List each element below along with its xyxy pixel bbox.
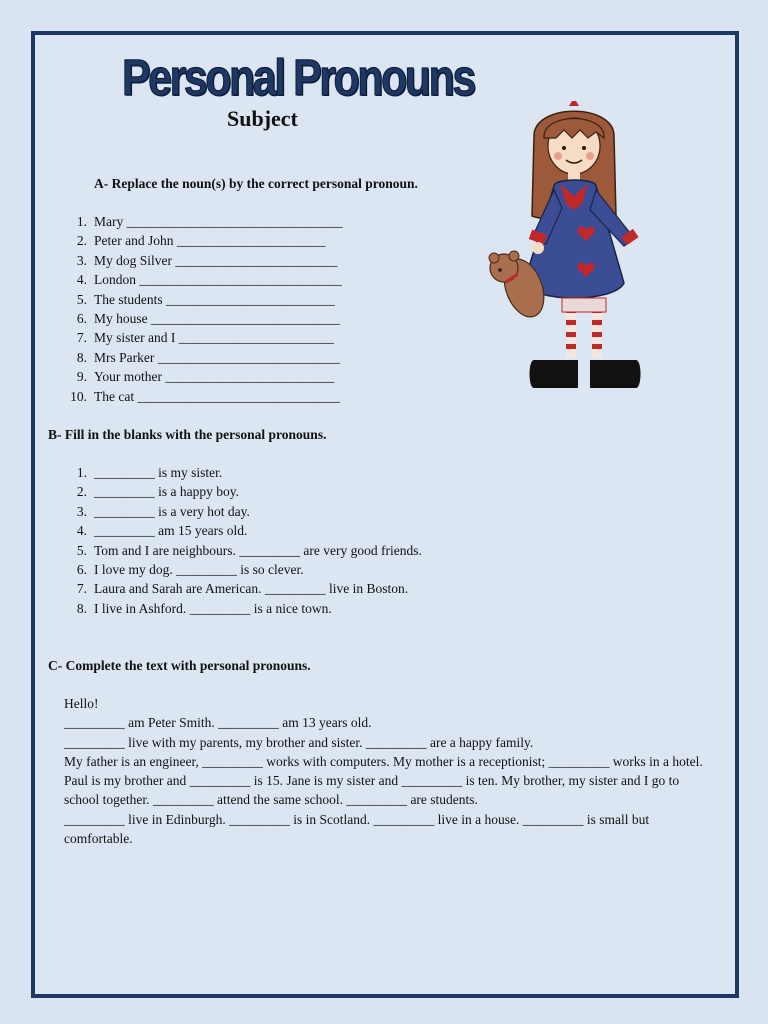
list-item xyxy=(64,251,343,270)
text-line: _________ live in Edinburgh. _________ is in Scotland. _________ live in a house. _________ is small but comfortable. xyxy=(64,811,650,847)
list-item xyxy=(64,270,343,289)
item-number: 9. xyxy=(76,369,87,385)
item-number: 4. xyxy=(76,523,87,539)
item-number: 5. xyxy=(76,291,87,307)
list-item xyxy=(64,599,422,618)
item-text: _________ is my sister. xyxy=(94,465,223,480)
list-item xyxy=(64,560,422,579)
list-item xyxy=(64,309,343,328)
list-item xyxy=(64,367,343,386)
item-text: I love my dog. _________ is so clever. xyxy=(94,561,304,577)
girl-with-teddy-bear-icon xyxy=(484,98,659,393)
section-a-list xyxy=(64,212,343,406)
page-title: Personal Pronouns xyxy=(122,50,474,107)
item-text: My house ____________________________ xyxy=(94,310,340,326)
list-item xyxy=(64,290,343,309)
text-line: My father is an engineer, _________ works with computers. My mother is a receptionist; _________ works in a hotel. Paul is my brother and _________ is 15. Jane is my sister and _________ is ten. My brother, my sister and I go to school together. _________ attend the same school. _________ are students. xyxy=(64,753,703,808)
item-number: 3. xyxy=(76,503,87,519)
item-text: The students _________________________ xyxy=(94,291,335,307)
item-number: 10. xyxy=(70,388,87,404)
item-number: 8. xyxy=(76,349,87,365)
list-item xyxy=(64,212,343,231)
item-text: My sister and I _______________________ xyxy=(94,330,334,346)
item-text: Mary ________________________________ xyxy=(94,214,343,229)
text-line: Hello! xyxy=(64,696,99,711)
item-number: 7. xyxy=(76,581,87,597)
text-line: _________ live with my parents, my brother and sister. _________ are a happy family. xyxy=(64,734,534,750)
item-text: The cat ______________________________ xyxy=(94,388,340,404)
section-b-heading: B- Fill in the blanks with the personal pronouns. xyxy=(48,427,327,442)
item-text: Tom and I are neighbours. _________ are very good friends. xyxy=(94,542,422,558)
section-c-heading: C- Complete the text with personal pronouns. xyxy=(48,658,311,673)
item-number: 7. xyxy=(76,330,87,346)
section-b-list xyxy=(64,463,422,618)
item-text: London ______________________________ xyxy=(94,272,342,288)
item-text: _________ am 15 years old. xyxy=(94,523,248,539)
item-number: 3. xyxy=(76,252,87,268)
item-text: I live in Ashford. _________ is a nice town. xyxy=(94,600,332,616)
list-item xyxy=(64,387,343,406)
item-text: _________ is a happy boy. xyxy=(94,484,239,500)
item-number: 4. xyxy=(76,272,87,288)
list-item xyxy=(64,463,422,482)
list-item xyxy=(64,521,422,540)
section-a-heading: A- Replace the noun(s) by the correct personal pronoun. xyxy=(94,176,418,191)
item-number: 2. xyxy=(76,233,87,249)
item-number: 1. xyxy=(76,214,87,229)
list-item xyxy=(64,541,422,560)
list-item xyxy=(64,231,343,250)
item-number: 6. xyxy=(76,561,87,577)
item-text: Your mother _________________________ xyxy=(94,369,335,385)
list-item xyxy=(64,328,343,347)
item-text: _________ is a very hot day. xyxy=(94,503,250,519)
item-number: 2. xyxy=(76,484,87,500)
item-number: 5. xyxy=(76,542,87,558)
page-subtitle: Subject xyxy=(227,106,298,131)
section-c-text xyxy=(64,694,704,848)
item-number: 6. xyxy=(76,310,87,326)
list-item xyxy=(64,502,422,521)
list-item xyxy=(64,482,422,501)
list-item xyxy=(64,579,422,598)
item-text: Laura and Sarah are American. _________ live in Boston. xyxy=(94,581,409,597)
item-text: Peter and John ______________________ xyxy=(94,233,326,249)
item-number: 8. xyxy=(76,600,87,616)
item-text: My dog Silver ________________________ xyxy=(94,252,338,268)
item-number: 1. xyxy=(76,465,87,480)
item-text: Mrs Parker ___________________________ xyxy=(94,349,340,365)
text-line: _________ am Peter Smith. _________ am 13 years old. xyxy=(64,715,372,731)
list-item xyxy=(64,348,343,367)
